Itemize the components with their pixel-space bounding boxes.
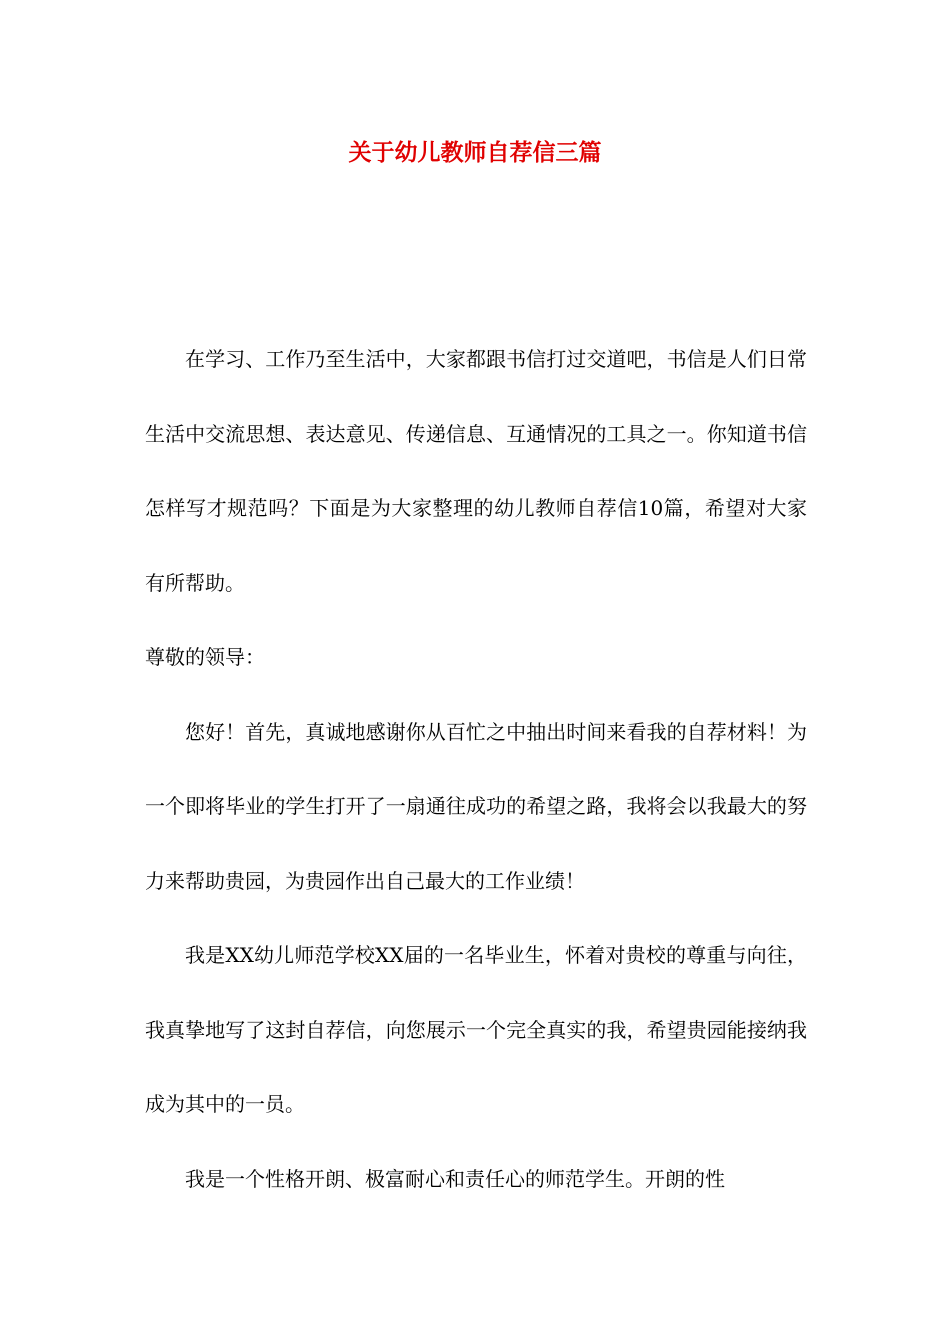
personality-paragraph: 我是一个性格开朗、极富耐心和责任心的师范学生。开朗的性 (185, 1166, 725, 1191)
document-body (145, 322, 807, 1216)
self-introduction-paragraph: 我是XX幼儿师范学校XX届的一名毕业生，怀着对贵校的尊重与向往，我真挚地写了这封自荐信，向您展示一个完全真实的我，希望贵园能接纳我成为其中的一员。 (145, 943, 807, 1116)
salutation: 尊敬的领导： (145, 645, 265, 669)
document-title: 关于幼儿教师自荐信三篇 (348, 139, 602, 166)
intro-paragraph: 在学习、工作乃至生活中，大家都跟书信打过交道吧，书信是人们日常生活中交流思想、表达意见、传递信息、互通情况的工具之一。你知道书信怎样写才规范吗？下面是为大家整理的幼儿教师自荐信10篇，希望对大家有所帮助。 (145, 347, 807, 595)
greeting-paragraph: 您好！首先，真诚地感谢你从百忙之中抽出时间来看我的自荐材料！为一个即将毕业的学生打开了一扇通往成功的希望之路，我将会以我最大的努力来帮助贵园，为贵园作出自己最大的工作业绩！ (145, 719, 807, 893)
